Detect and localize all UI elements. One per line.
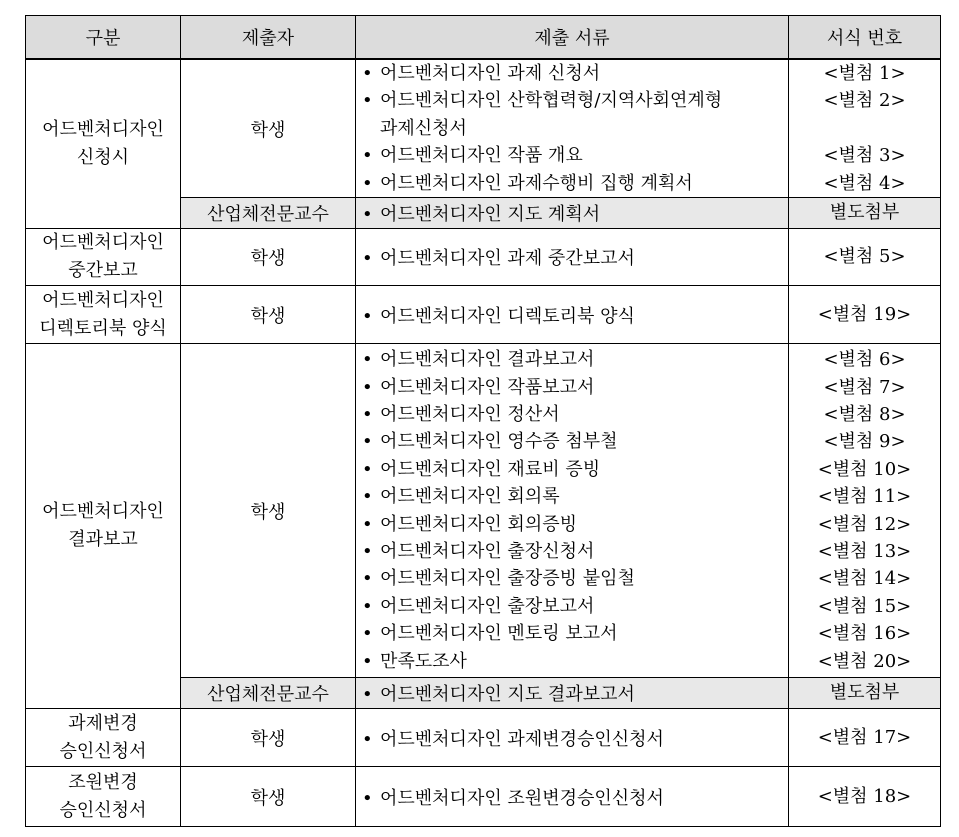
category-line: 승인신청서 [59,740,147,762]
submitter-cell: 학생 [181,709,356,767]
form-number: <별첨 20> [817,650,912,672]
bullet-icon: • [362,595,373,617]
form-number: <별첨 4> [823,172,906,194]
submitter-cell: 학생 [181,767,356,827]
form-number-cell: <별첨 18> [789,767,941,827]
documents-cell [356,709,789,767]
bullet-icon: • [362,568,373,590]
header-row [26,16,941,60]
document-name: 어드벤처디자인 과제 신청서 [380,63,601,84]
bullet-icon: • [362,90,373,112]
document-name: 어드벤처디자인 지도 결과보고서 [380,684,635,706]
document-name: 어드벤처디자인 출장보고서 [380,595,595,617]
category-cell [26,229,181,286]
category-line: 결과보고 [68,529,138,551]
documents-cell [356,678,789,709]
bullet-icon: • [362,145,373,167]
submitter-cell: 산업체전문교수 [181,198,356,229]
document-name: 어드벤처디자인 출장신청서 [380,540,595,562]
document-name: 어드벤처디자인 정산서 [380,403,560,425]
document-name: 만족도조사 [380,650,467,672]
document-name: 어드벤처디자인 과제변경승인신청서 [380,728,664,750]
document-name: 어드벤처디자인 디렉토리북 양식 [380,305,635,327]
form-number: <별첨 15> [817,595,912,617]
form-number: <별첨 2> [823,90,906,112]
header-submitter: 제출자 [181,16,356,60]
category-line: 중간보고 [68,260,138,282]
document-name: 어드벤처디자인 과제수행비 집행 계획서 [380,172,693,194]
list-item [362,511,788,538]
bullet-icon: • [362,204,373,226]
list-item [362,87,788,142]
form-number: <별첨 10> [817,458,912,480]
category-cell [26,709,181,767]
category-line: 디렉토리북 양식 [39,317,167,339]
document-name: 어드벤처디자인 출장증빙 붙임철 [380,568,635,590]
submission-documents-table [25,15,941,827]
form-number-cell: <별첨 19> [789,286,941,344]
bullet-icon: • [362,513,373,535]
list-item [362,60,788,87]
table-row [26,709,941,767]
list-item [362,648,788,675]
form-number-cell: <별첨 17> [789,709,941,767]
document-name: 어드벤처디자인 회의록 [380,486,560,508]
category-line: 어드벤처디자인 [42,501,164,523]
form-number-cell: 별도첨부 [789,198,941,229]
form-number-cell: <별첨 5> [789,229,941,286]
form-number-cell [789,59,941,198]
list-item [362,374,788,401]
category-line: 조원변경 [68,771,138,793]
table-row [26,286,941,344]
bullet-icon: • [362,623,373,645]
form-number: <별첨 14> [817,568,912,590]
bullet-icon: • [362,172,373,194]
form-number: <별첨 11> [817,486,912,508]
form-number-cell [789,344,941,678]
list-item [362,456,788,483]
category-line: 신청시 [76,147,130,169]
bullet-icon: • [362,650,373,672]
list-item [362,620,788,647]
form-number-cell: 별도첨부 [789,678,941,709]
document-name: 어드벤처디자인 영수증 첨부철 [380,431,618,453]
submitter-cell: 학생 [181,344,356,678]
table-row [26,344,941,678]
document-name: 어드벤처디자인 작품 개요 [380,145,583,167]
document-name: 어드벤처디자인 과제 중간보고서 [380,248,635,270]
bullet-icon: • [362,349,373,371]
bullet-icon: • [362,787,373,809]
header-category: 구분 [26,16,181,60]
category-line: 어드벤처디자인 [42,232,164,254]
form-number: <별첨 13> [817,540,912,562]
submitter-cell: 학생 [181,286,356,344]
form-number: <별첨 7> [823,376,906,398]
category-line: 과제변경 [68,712,138,734]
documents-cell [356,344,789,678]
submitter-cell: 학생 [181,229,356,286]
form-number: <별첨 12> [817,513,912,535]
bullet-icon: • [362,431,373,453]
form-number: <별첨 9> [823,431,906,453]
table-row [26,767,941,827]
header-documents: 제출 서류 [356,16,789,60]
document-name: 어드벤처디자인 지도 계획서 [380,204,601,226]
documents-cell [356,767,789,827]
document-name: 어드벤처디자인 산학협력형/지역사회연계형 [380,90,723,112]
bullet-icon: • [362,63,373,84]
category-cell [26,767,181,827]
bullet-icon: • [362,248,373,270]
list-item [362,538,788,565]
table-row [26,229,941,286]
document-name: 어드벤처디자인 회의증빙 [380,513,577,535]
list-item [362,170,788,197]
form-number: <별첨 3> [823,145,906,167]
category-cell [26,59,181,229]
bullet-icon: • [362,376,373,398]
category-line: 어드벤처디자인 [42,119,164,141]
bullet-icon: • [362,486,373,508]
document-name-continued: 과제신청서 [380,117,467,139]
document-name: 어드벤처디자인 작품보고서 [380,376,595,398]
documents-cell [356,286,789,344]
bullet-icon: • [362,305,373,327]
list-item [362,346,788,373]
documents-cell [356,229,789,286]
form-number: <별첨 8> [823,403,906,425]
form-number: <별첨 1> [823,63,906,84]
bullet-icon: • [362,458,373,480]
documents-cell [356,59,789,198]
bullet-icon: • [362,684,373,706]
document-name: 어드벤처디자인 조원변경승인신청서 [380,787,664,809]
submitter-cell: 산업체전문교수 [181,678,356,709]
documents-cell [356,198,789,229]
list-item [362,142,788,169]
list-item [362,428,788,455]
list-item [362,483,788,510]
header-form-number: 서식 번호 [789,16,941,60]
list-item [362,593,788,620]
table-row [26,59,941,198]
bullet-icon: • [362,540,373,562]
submitter-cell: 학생 [181,59,356,198]
bullet-icon: • [362,728,373,750]
list-item [362,401,788,428]
document-name: 어드벤처디자인 멘토링 보고서 [380,623,618,645]
category-line: 어드벤처디자인 [42,289,164,311]
bullet-icon: • [362,403,373,425]
category-cell [26,344,181,709]
list-item [362,565,788,592]
category-line: 승인신청서 [59,799,147,821]
document-name: 어드벤처디자인 결과보고서 [380,349,595,371]
form-number: <별첨 6> [823,349,906,371]
category-cell [26,286,181,344]
form-number: <별첨 16> [817,623,912,645]
document-name: 어드벤처디자인 재료비 증빙 [380,458,601,480]
